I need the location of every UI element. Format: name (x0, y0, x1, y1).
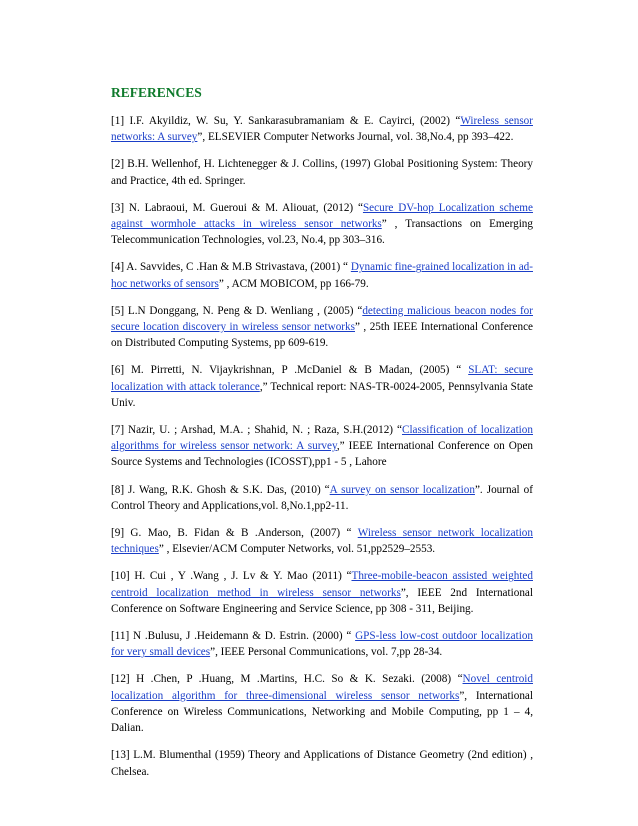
reference-text: [10] H. Cui , Y .Wang , J. Lv & Y. Mao (2011) “ (111, 570, 352, 583)
reference-link[interactable]: detecting malicious beacon nodes for secure location discovery in wireless sensor networks (111, 304, 533, 334)
reference-list (111, 113, 533, 780)
reference-item-8 (111, 482, 533, 514)
reference-text: ” , 25th IEEE International Conference on Distributed Computing Systems, pp 609-619. (111, 321, 534, 350)
reference-text: ,” Technical report: NAS-TR-0024-2005, Pennsylvania State Univ. (111, 380, 533, 409)
reference-item-6 (111, 362, 533, 411)
reference-text: [1] I.F. Akyildiz, W. Su, Y. Sankarasubramaniam & E. Cayirci, (2002) “ (111, 115, 461, 127)
reference-text: [7] Nazir, U. ; Arshad, M.A. ; Shahid, N. ; Raza, S.H.(2012) “ (111, 424, 402, 437)
reference-text: [13] L.M. Blumenthal (1959) Theory and Applications of Distance Geometry (2nd edition) , Chelsea. (111, 749, 533, 778)
reference-text: ”, IEEE 2nd International Conference on Software Engineering and Service Science, pp 308 - 311, Beijing. (111, 586, 533, 615)
reference-item-11 (111, 628, 533, 660)
reference-item-3 (111, 200, 533, 249)
reference-text: [9] G. Mao, B. Fidan & B .Anderson, (2007) “ (111, 527, 358, 540)
reference-text: [6] M. Pirretti, N. Vijaykrishnan, P .McDaniel & B Madan, (2005) “ (111, 364, 469, 377)
reference-link[interactable]: A survey on sensor localization (329, 483, 475, 496)
reference-text: ” , Elsevier/ACM Computer Networks, vol. 51,pp2529–2553. (158, 543, 436, 556)
reference-text: ”, IEEE Personal Communications, vol. 7,pp 28-34. (210, 646, 443, 659)
reference-text: [4] A. Savvides, C .Han & M.B Strivastava, (2001) “ (111, 261, 351, 274)
reference-link[interactable]: Wireless sensor network localization techniques (111, 527, 533, 556)
reference-link[interactable]: GPS-less low-cost outdoor localization for very small devices (111, 630, 534, 659)
reference-item-4 (111, 259, 533, 291)
reference-link[interactable]: Three-mobile-beacon assisted weighted centroid localization method in wireless sensor networks (111, 570, 533, 599)
reference-text: [8] J. Wang, R.K. Ghosh & S.K. Das, (2010) “ (111, 483, 330, 496)
reference-text: [11] N .Bulusu, J .Heidemann & D. Estrin. (2000) “ (111, 630, 356, 643)
reference-text: [2] B.H. Wellenhof, H. Lichtenegger & J. Collins, (1997) Global Positioning System: Theory and Practice, 4th ed. Springer. (111, 158, 533, 187)
reference-text: ,” IEEE International Conference on Open Source Systems and Technologies (ICOSST),pp1 - 5 , Lahore (111, 440, 534, 469)
reference-link[interactable]: Classification of localization algorithms for wireless sensor network: A survey (111, 424, 533, 453)
reference-link[interactable]: SLAT: secure localization with attack tolerance (111, 364, 533, 393)
reference-item-9 (111, 525, 533, 557)
reference-text: [3] N. Labraoui, M. Gueroui & M. Aliouat, (2012) “ (111, 201, 363, 214)
references-page (111, 85, 533, 791)
reference-text: ”, ELSEVIER Computer Networks Journal, vol. 38,No.4, pp 393–422. (197, 131, 514, 144)
reference-item-10 (111, 568, 533, 617)
reference-item-12 (111, 671, 533, 736)
reference-text: [12] H .Chen, P .Huang, M .Martins, H.C. So & K. Sezaki. (2008) “ (111, 673, 463, 686)
reference-link[interactable]: Secure DV-hop Localization scheme against wormhole attacks in wireless sensor networks (111, 201, 533, 231)
references-heading: REFERENCES (111, 85, 202, 100)
reference-item-2 (111, 156, 533, 188)
reference-link[interactable]: Novel centroid localization algorithm for three-dimensional wireless sensor networks (111, 673, 533, 702)
reference-item-1 (111, 113, 533, 145)
reference-text: [5] L.N Donggang, N. Peng & D. Wenliang , (2005) “ (111, 304, 363, 317)
reference-item-13 (111, 747, 533, 779)
reference-link[interactable]: Wireless sensor networks: A survey (111, 115, 533, 144)
reference-item-5 (111, 303, 533, 352)
reference-text: ”. Journal of Control Theory and Applications,vol. 8,No.1,pp2-11. (111, 483, 533, 512)
reference-text: ”, International Conference on Wireless Communications, Networking and Mobile Computing, pp 1 – 4, Dalian. (111, 689, 533, 735)
reference-text: ” , Transactions on Emerging Telecommunication Technologies, vol.23, No.4, pp 303–316. (111, 218, 533, 247)
reference-text: ” , ACM MOBICOM, pp 166-79. (218, 277, 369, 290)
reference-item-7 (111, 422, 533, 471)
reference-link[interactable]: Dynamic fine-grained localization in ad-hoc networks of sensors (111, 261, 533, 290)
